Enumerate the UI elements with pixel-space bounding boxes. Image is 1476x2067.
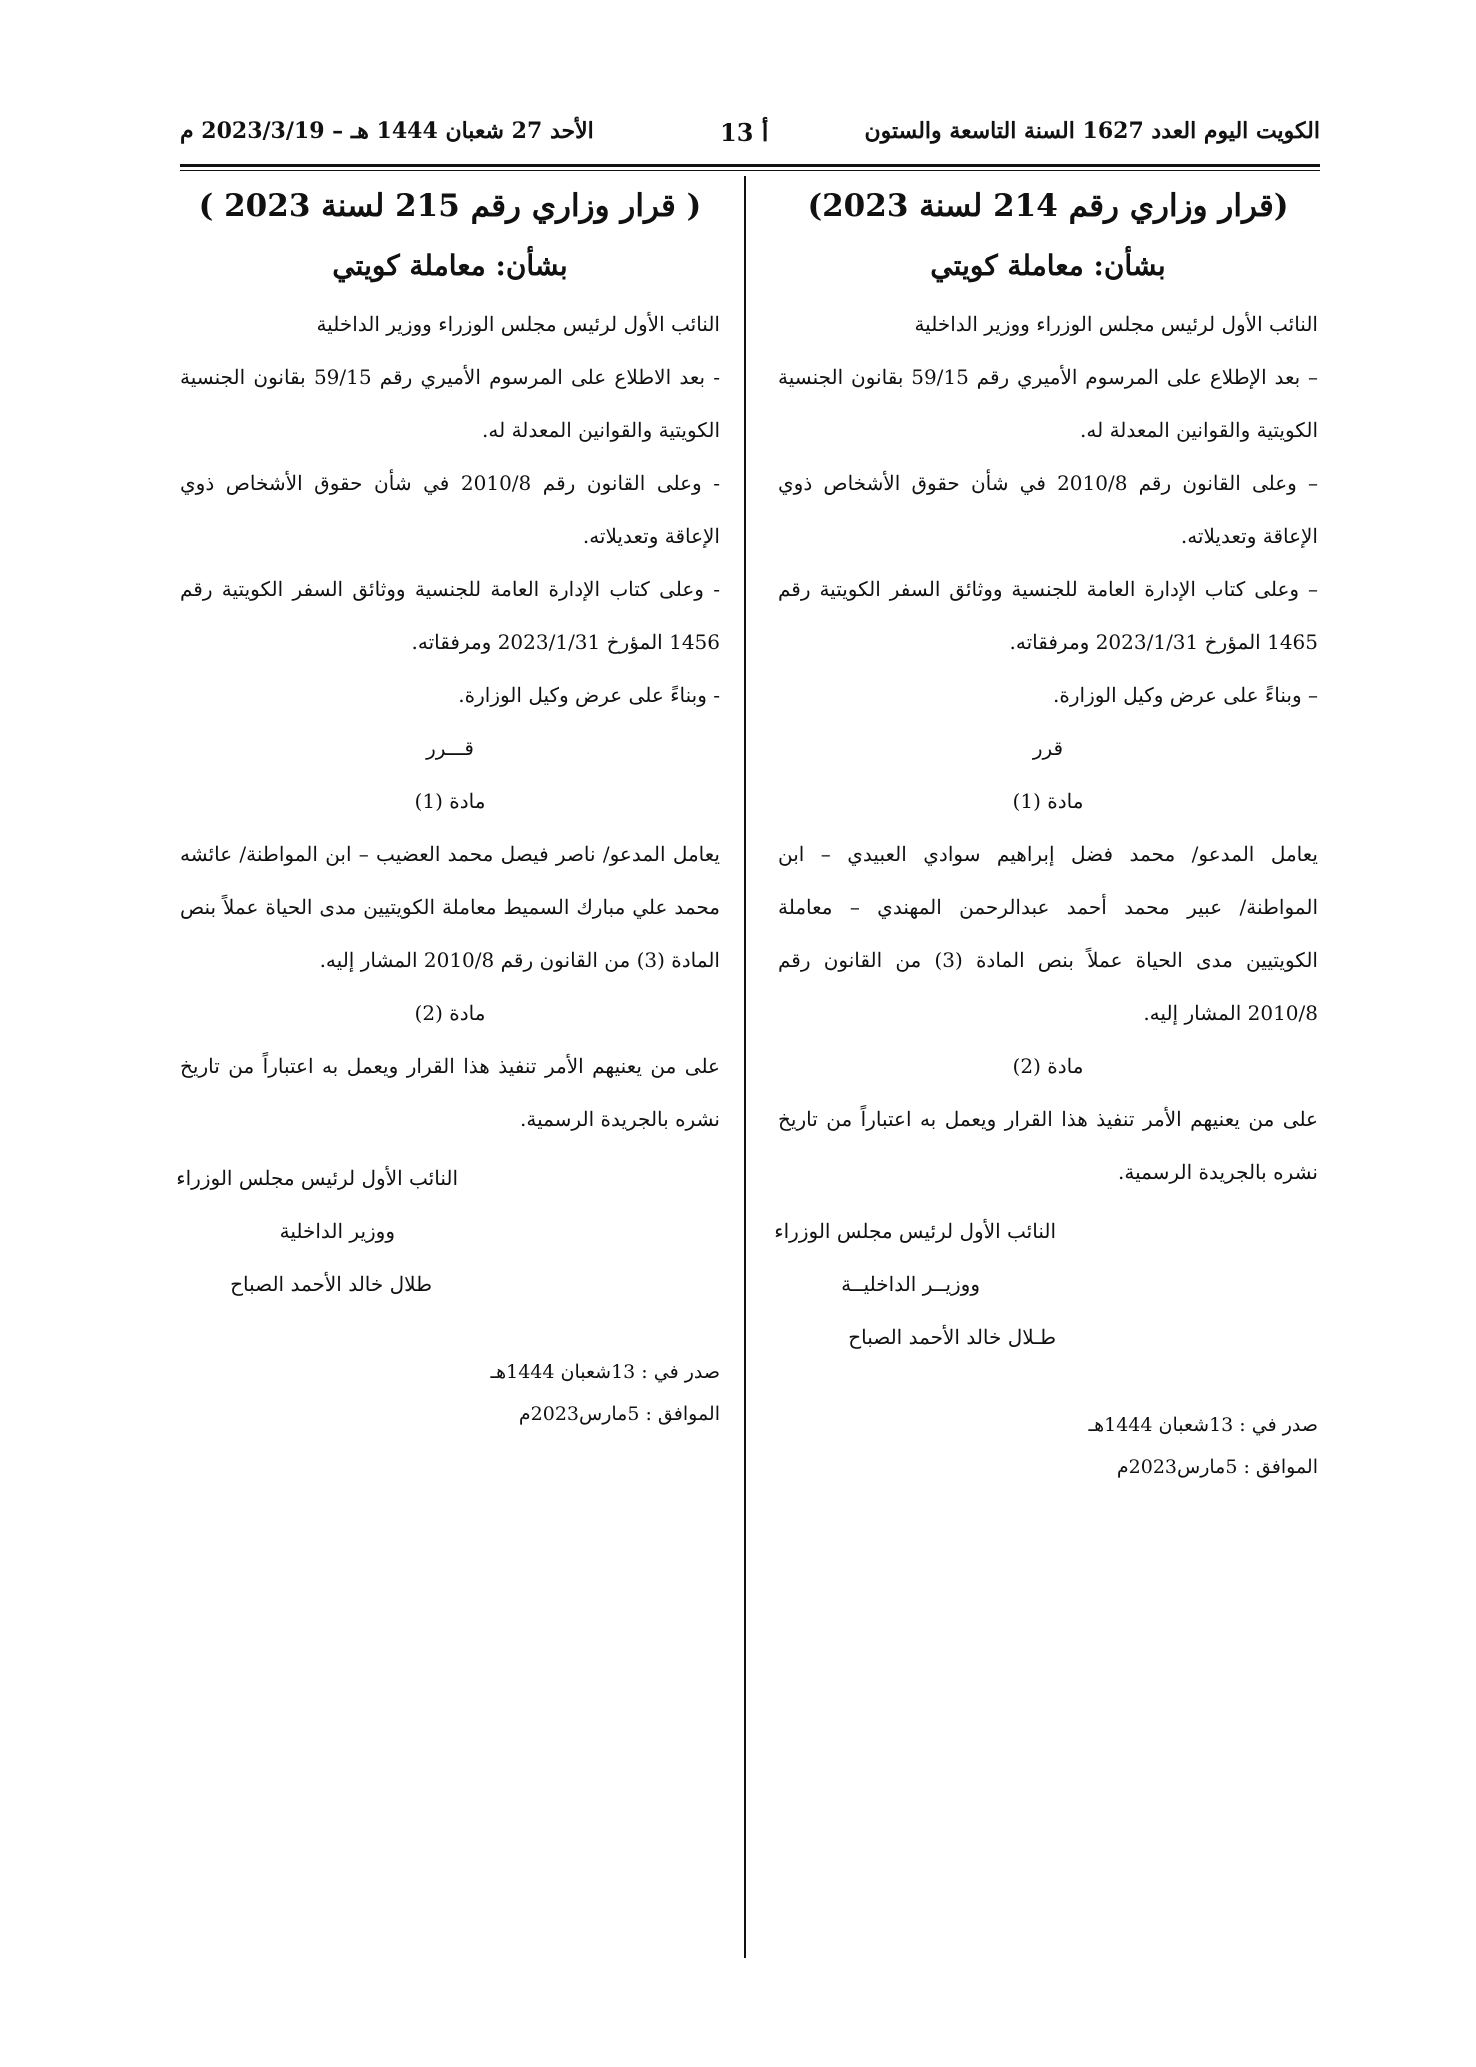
article-1-heading: مادة (1) <box>1012 789 1084 813</box>
issue-block <box>778 1404 1318 1488</box>
article-1-heading: مادة (1) <box>414 789 486 813</box>
decided-heading: قـــرر <box>426 736 474 760</box>
article-2-heading: مادة (2) <box>1012 1054 1084 1078</box>
preamble-4: - وبناءً على عرض وكيل الوزارة. <box>458 683 720 707</box>
signatory-name: طلال خالد الأحمد الصباح <box>230 1272 432 1296</box>
preamble-4: – وبناءً على عرض وكيل الوزارة. <box>1053 683 1318 707</box>
issued-date-gregorian: الموافق : 5مارس2023م <box>1116 1456 1318 1478</box>
issuer-line: النائب الأول لرئيس مجلس الوزراء ووزير الداخلية <box>914 312 1318 336</box>
signatory-title: النائب الأول لرئيس مجلس الوزراء <box>176 1166 458 1190</box>
gazette-issue: الكويت اليوم العدد 1627 السنة التاسعة والستون <box>864 118 1320 144</box>
article-1-text: يعامل المدعو/ محمد فضل إبراهيم سوادي العبيدي – ابن المواطنة/ عبير محمد أحمد عبدالرحمن المهندي – معاملة الكويتيين مدى الحياة عملاً بنص المادة (3) من القانون رقم 2010/8 المشار إليه. <box>778 842 1318 1025</box>
issued-date-gregorian: الموافق : 5مارس2023م <box>518 1403 720 1425</box>
decree-title: ( قرار وزاري رقم 215 لسنة 2023 ) <box>198 188 702 224</box>
page-number: أ 13 <box>720 118 769 147</box>
article-1-text: يعامل المدعو/ ناصر فيصل محمد العضيب – ابن المواطنة/ عائشه محمد علي مبارك السميط معاملة الكويتيين مدى الحياة عملاً بنص المادة (3) من القانون رقم 2010/8 المشار إليه. <box>180 842 720 972</box>
issue-date: الأحد 27 شعبان 1444 هـ – 2023/3/19 م <box>180 118 594 144</box>
issued-date-hijri: صدر في : 13شعبان 1444هـ <box>1088 1414 1318 1436</box>
article-2-heading: مادة (2) <box>414 1001 486 1025</box>
signatory-title: النائب الأول لرئيس مجلس الوزراء <box>774 1219 1056 1243</box>
issuer-line: النائب الأول لرئيس مجلس الوزراء ووزير الداخلية <box>316 312 720 336</box>
issued-date-hijri: صدر في : 13شعبان 1444هـ <box>490 1361 720 1383</box>
preamble-1: - بعد الاطلاع على المرسوم الأميري رقم 59/15 بقانون الجنسية الكويتية والقوانين المعدلة له. <box>180 365 720 442</box>
header-rule-thin <box>180 170 1320 171</box>
article-2-text: على من يعنيهم الأمر تنفيذ هذا القرار ويعمل به اعتباراً من تاريخ نشره بالجريدة الرسمية. <box>180 1054 720 1131</box>
decree-214 <box>774 182 1318 1488</box>
column-divider <box>744 176 746 1958</box>
decree-title: (قرار وزاري رقم 214 لسنة 2023) <box>807 188 1289 224</box>
decided-heading: قرر <box>1032 736 1064 760</box>
signatory-name: طـلال خالد الأحمد الصباح <box>848 1325 1056 1349</box>
header-rule-thick <box>180 164 1320 167</box>
article-2-text: على من يعنيهم الأمر تنفيذ هذا القرار ويعمل به اعتباراً من تاريخ نشره بالجريدة الرسمية. <box>778 1107 1318 1184</box>
preamble-1: – بعد الإطلاع على المرسوم الأميري رقم 59/15 بقانون الجنسية الكويتية والقوانين المعدلة له. <box>778 365 1318 442</box>
issue-block <box>180 1351 720 1435</box>
page-header <box>180 118 1320 158</box>
preamble-3: - وعلى كتاب الإدارة العامة للجنسية ووثائق السفر الكويتية رقم 1456 المؤرخ 2023/1/31 ومرفقاته. <box>180 577 720 654</box>
preamble-2: – وعلى القانون رقم 2010/8 في شأن حقوق الأشخاص ذوي الإعاقة وتعديلاته. <box>778 471 1318 548</box>
decree-subject: بشأن: معاملة كويتي <box>332 249 568 282</box>
decree-215 <box>176 182 721 1435</box>
preamble-3: – وعلى كتاب الإدارة العامة للجنسية ووثائق السفر الكويتية رقم 1465 المؤرخ 2023/1/31 ومرفقاته. <box>778 577 1318 654</box>
preamble-2: - وعلى القانون رقم 2010/8 في شأن حقوق الأشخاص ذوي الإعاقة وتعديلاته. <box>180 471 721 548</box>
signatory-ministry: ووزير الداخلية <box>279 1219 395 1243</box>
decree-subject: بشأن: معاملة كويتي <box>930 249 1166 282</box>
signatory-ministry: ووزيــر الداخليــة <box>841 1272 980 1296</box>
